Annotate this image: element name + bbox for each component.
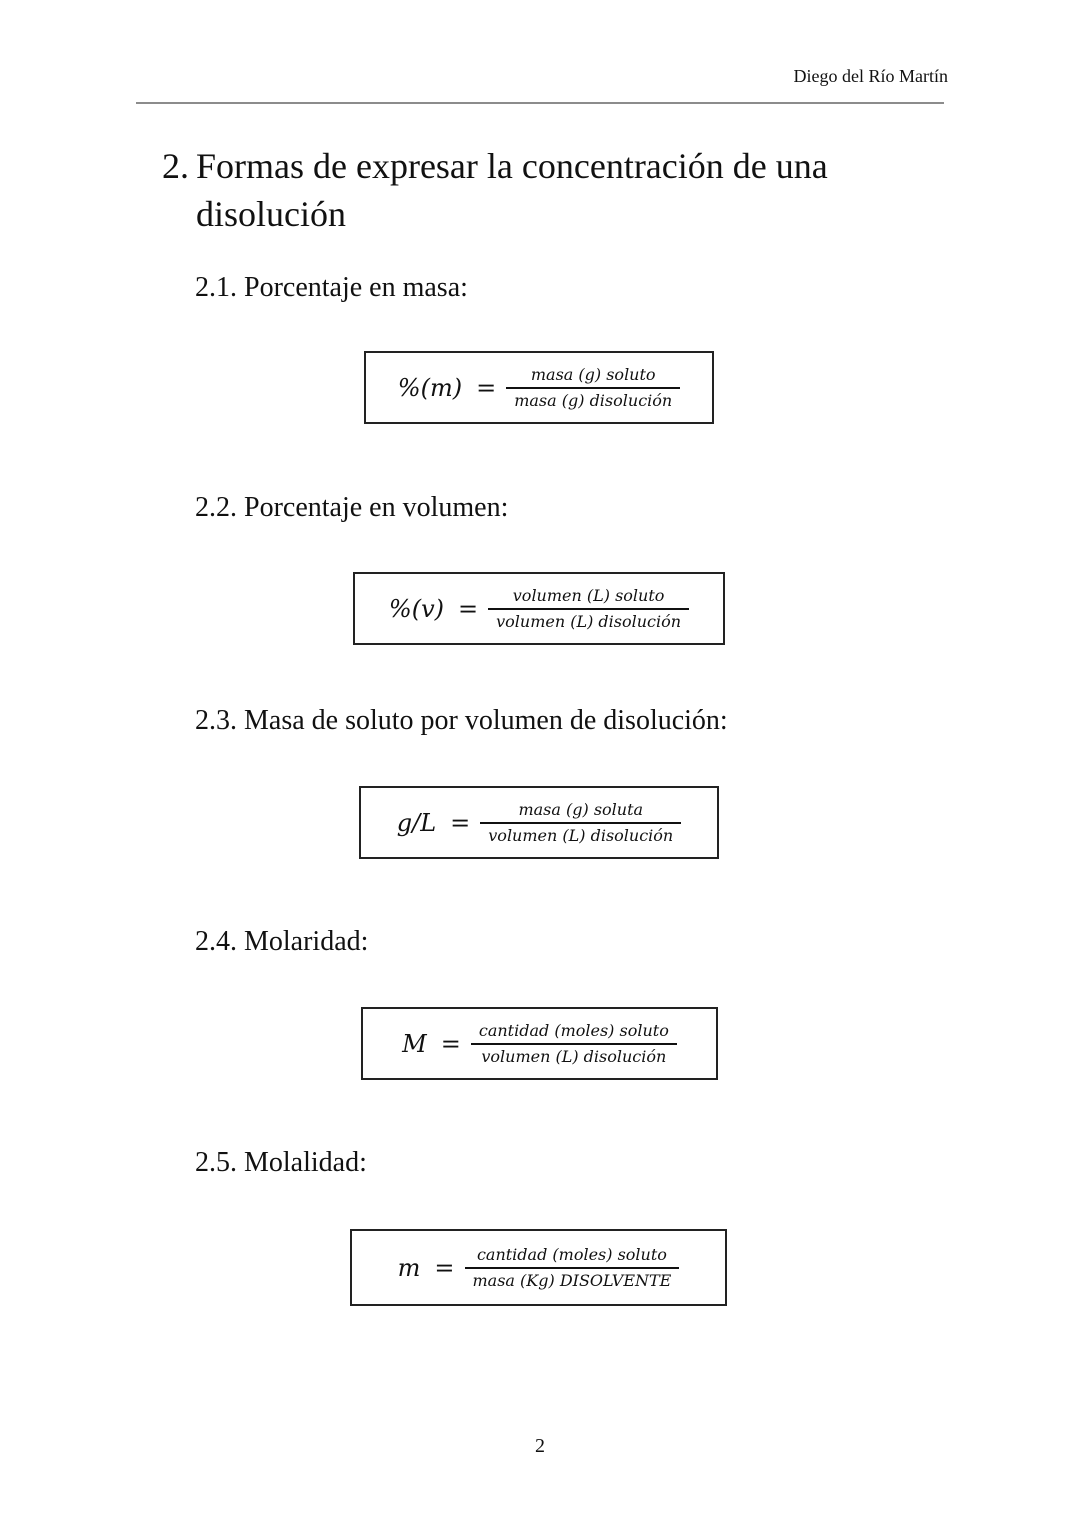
formula-equals: = xyxy=(450,808,471,837)
formula-equals: = xyxy=(476,373,497,402)
subsection-heading-mass-per-volume: 2.3. Masa de soluto por volumen de disolución: xyxy=(195,705,728,736)
formula-fraction xyxy=(471,1021,677,1067)
section-title xyxy=(162,142,922,238)
formula-fraction xyxy=(506,365,680,411)
section-title-text: Formas de expresar la concentración de una disolución xyxy=(196,146,828,234)
formula-equals: = xyxy=(434,1253,455,1282)
subsection-heading-mass-percent: 2.1. Porcentaje en masa: xyxy=(195,272,468,303)
formula-lhs: g/L xyxy=(396,808,437,837)
formula-lhs: %(v) xyxy=(388,594,444,623)
formula-fraction xyxy=(480,800,681,846)
formula-denominator: volumen (L) disolución xyxy=(481,1046,667,1066)
subsection-heading-volume-percent: 2.2. Porcentaje en volumen: xyxy=(195,492,509,523)
formula-equals: = xyxy=(458,594,479,623)
formula-box-mass-per-volume xyxy=(359,786,719,859)
subsection-heading-molality: 2.5. Molalidad: xyxy=(195,1147,367,1178)
formula-numerator: cantidad (moles) soluto xyxy=(478,1020,669,1040)
formula-equals: = xyxy=(440,1029,461,1058)
formula-numerator: masa (g) soluta xyxy=(518,799,644,819)
section-number: 2. xyxy=(162,146,189,186)
formula-box-molarity xyxy=(361,1007,718,1080)
page-number: 2 xyxy=(535,1435,545,1457)
formula-denominator: masa (g) disolución xyxy=(514,390,673,410)
subsection-heading-molarity: 2.4. Molaridad: xyxy=(195,926,369,957)
formula-lhs: M xyxy=(402,1029,427,1058)
formula-numerator: masa (g) soluto xyxy=(530,364,656,384)
formula-numerator: volumen (L) soluto xyxy=(512,585,665,605)
formula-fraction xyxy=(465,1245,680,1291)
formula-lhs: %(m) xyxy=(397,373,463,402)
formula-box-mass-percent xyxy=(364,351,714,424)
formula-denominator: volumen (L) disolución xyxy=(496,611,682,631)
header-divider xyxy=(136,102,944,104)
formula-box-molality xyxy=(350,1229,727,1306)
formula-box-volume-percent xyxy=(353,572,725,645)
formula-lhs: m xyxy=(397,1253,421,1282)
header-author: Diego del Río Martín xyxy=(793,66,948,86)
formula-fraction xyxy=(488,586,689,632)
formula-denominator: masa (Kg) DISOLVENTE xyxy=(472,1270,672,1290)
formula-denominator: volumen (L) disolución xyxy=(488,825,674,845)
formula-numerator: cantidad (moles) soluto xyxy=(476,1244,667,1264)
